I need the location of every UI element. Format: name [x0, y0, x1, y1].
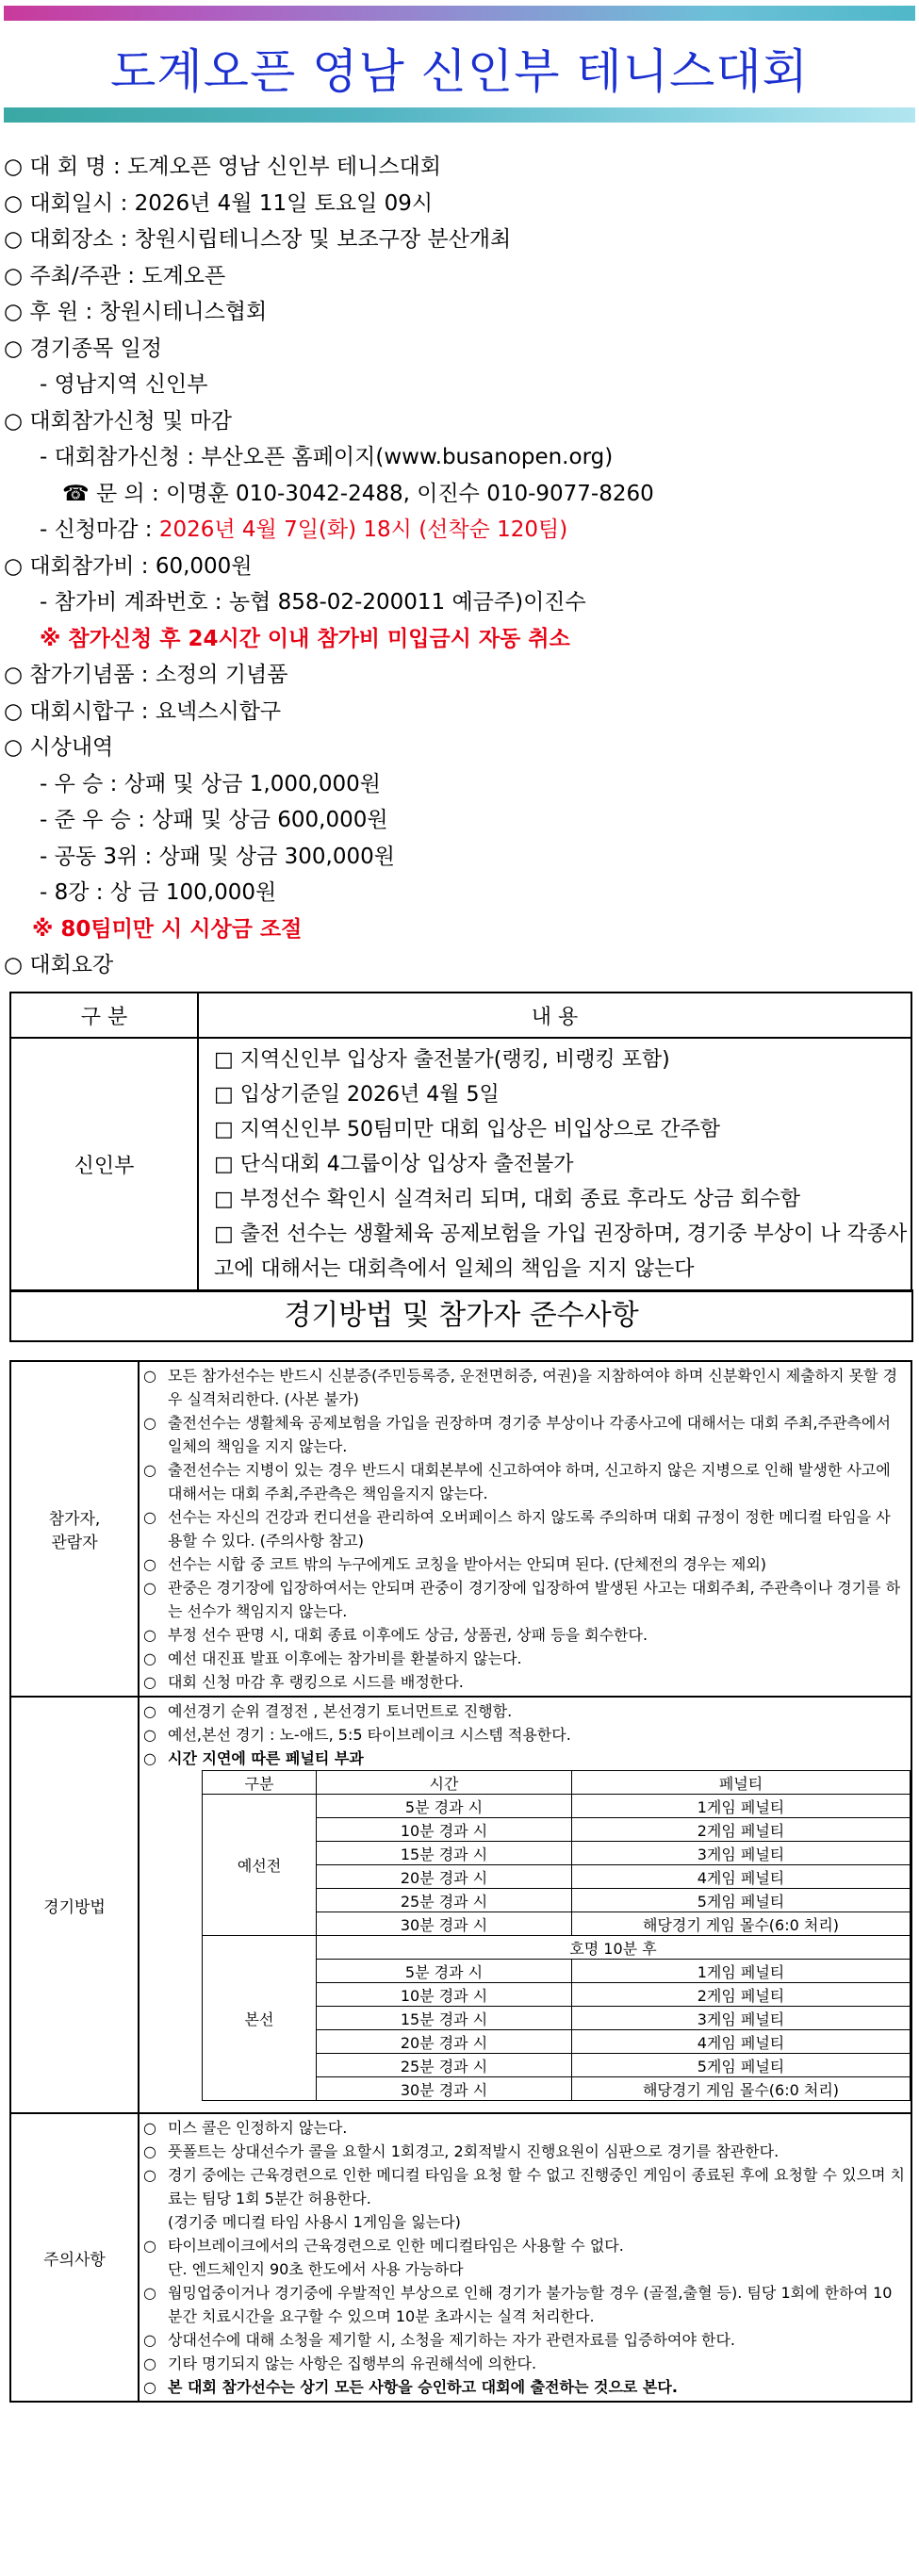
rules-col-content: 내 용: [198, 993, 911, 1038]
list-item: ○ 대회 신청 마감 후 랭킹으로 시드를 배정한다.: [143, 1673, 464, 1691]
method-category: 경기방법: [10, 1697, 139, 2113]
rules-category: 신인부: [10, 1038, 198, 1291]
caution-sub-note: (경기중 메디컬 타임 사용시 1게임을 잃는다): [168, 2213, 461, 2231]
info-deadline: - 신청마감 : 2026년 4월 7일(화) 18시 (선착순 120팀): [40, 517, 568, 542]
info-ball: ○ 대회시합구 : 요넥스시합구: [4, 698, 282, 724]
deadline-value: 2026년 4월 7일(화) 18시 (선착순 120팀): [158, 517, 568, 542]
list-item: ○ 상대선수에 대해 소청을 제기할 시, 소청을 제기하는 자가 관련자료를 입증하여야 한다.: [143, 2331, 735, 2349]
penalty-col-penalty: 페널티: [572, 1771, 911, 1795]
penalty-time: 15분 경과 시: [317, 2007, 572, 2030]
penalty-value: 5게임 페널티: [572, 1889, 911, 1912]
info-fee-warning: ※ 참가신청 후 24시간 이내 참가비 미입금시 자동 취소: [40, 626, 570, 651]
list-item: ○ 모든 참가선수는 반드시 신분증(주민등록증, 운전면허증, 여권)을 지참하여야 하며 신분확인시 제출하지 못할 경우 실격처리한다. (사본 불가): [143, 1367, 898, 1408]
penalty-value: 1게임 페널티: [572, 1960, 911, 1983]
cautions-category: 주의사항: [10, 2113, 139, 2402]
info-contact: ☎ 문 의 : 이명훈 010-3042-2488, 이진수 010-9077-8260: [62, 481, 654, 506]
penalty-value: 4게임 페널티: [572, 2030, 911, 2054]
list-item: ○ 본 대회 참가선수는 상기 모든 사항을 승인하고 대회에 출전하는 것으로 본다.: [143, 2378, 678, 2396]
tournament-info: [4, 149, 909, 984]
rules-col-category: 구 분: [10, 993, 198, 1038]
list-item: ○ 기타 명기되지 않는 사항은 집행부의 유권해석에 의한다.: [143, 2354, 537, 2372]
rule-item: □ 지역신인부 50팀미만 대회 입상은 비입상으로 간주함: [214, 1118, 721, 1141]
penalty-value: 2게임 페널티: [572, 1983, 911, 2007]
penalty-time: 5분 경과 시: [317, 1960, 572, 1983]
info-rules-head: ○ 대회요강: [4, 953, 114, 977]
info-gift: ○ 참가기념품 : 소정의 기념품: [4, 663, 288, 687]
penalty-heading: ○ 시간 지연에 따른 페널티 부과: [143, 1749, 364, 1767]
prize-runner-up: - 준 우 승 : 상패 및 상금 600,000원: [40, 808, 388, 832]
penalty-value: 해당경기 게임 몰수(6:0 처리): [572, 2077, 911, 2101]
list-item: ○ 예선경기 순위 결정전 , 본선경기 토너먼트로 진행함.: [143, 1702, 513, 1720]
penalty-col-group: 구분: [203, 1771, 317, 1795]
section2-title: 경기방법 및 참가자 준수사항: [9, 1289, 913, 1342]
prize-winner: - 우 승 : 상패 및 상금 1,000,000원: [40, 771, 382, 796]
penalty-table: [202, 1770, 911, 2101]
list-item: ○ 관중은 경기장에 입장하여서는 안되며 관중이 경기장에 입장하여 발생된 사고는 대회주최, 주관측이나 경기를 하는 선수가 책임지지 않는다.: [143, 1579, 901, 1620]
method-table: [9, 1360, 912, 2403]
penalty-time: 25분 경과 시: [317, 1889, 572, 1912]
list-item: ○ 출전선수는 지병이 있는 경우 반드시 대회본부에 신고하여야 하며, 신고하지 않은 지병으로 인해 발생한 사고에 대해서는 대회 주최,주관측은 책임을지지 않는다.: [143, 1461, 891, 1502]
list-item: ○ 예선,본선 경기 : 노-애드, 5:5 타이브레이크 시스템 적용한다.: [143, 1726, 571, 1744]
info-sponsor: ○ 후 원 : 창원시테니스협회: [4, 300, 268, 324]
penalty-time: 25분 경과 시: [317, 2054, 572, 2077]
penalty-time: 20분 경과 시: [317, 2030, 572, 2054]
info-fee-head: ○ 대회참가비 : 60,000원: [4, 553, 253, 579]
telephone-icon: ☎: [62, 481, 96, 506]
penalty-time: 10분 경과 시: [317, 1983, 572, 2007]
penalty-col-time: 시간: [317, 1771, 572, 1795]
penalty-value: 2게임 페널티: [572, 1818, 911, 1842]
info-apply-head: ○ 대회참가신청 및 마감: [4, 408, 232, 434]
rules-content: [198, 1038, 911, 1291]
list-item: ○ 웜밍업중이거나 경기중에 우발적인 부상으로 인해 경기가 불가능할 경우 (골절,출혈 등). 팀당 1회에 한하여 10분간 치료시간을 요구할 수 있으며 10분 초과시는 실격 처리한다.: [143, 2284, 893, 2325]
rule-item: □ 입상기준일 2026년 4월 5일: [214, 1083, 500, 1107]
penalty-group-main: 본선: [203, 1936, 317, 2101]
penalty-value: 5게임 페널티: [572, 2054, 911, 2077]
info-fee-account: - 참가비 계좌번호 : 농협 858-02-200011 예금주)이진수: [40, 590, 586, 615]
prize-third: - 공동 3위 : 상패 및 상금 300,000원: [40, 844, 395, 869]
list-item: ○ 선수는 시합 중 코트 밖의 누구에게도 코칭을 받아서는 안되며 된다. (단체전의 경우는 제외): [143, 1555, 767, 1573]
info-apply-method: - 대회참가신청 : 부산오픈 홈페이지(www.busanopen.org): [40, 445, 614, 469]
penalty-main-note: 호명 10분 후: [317, 1936, 911, 1960]
info-host: ○ 주최/주관 : 도계오픈: [4, 263, 226, 288]
penalty-value: 1게임 페널티: [572, 1795, 911, 1818]
info-events-item: - 영남지역 신인부: [40, 372, 208, 397]
rules-table: [9, 992, 912, 1292]
prize-note: ※ 80팀미만 시 시상금 조절: [32, 916, 303, 942]
penalty-time: 10분 경과 시: [317, 1818, 572, 1842]
title-underline-bar: [4, 107, 915, 123]
info-events-head: ○ 경기종목 일정: [4, 336, 162, 361]
penalty-time: 30분 경과 시: [317, 2077, 572, 2101]
list-item: ○ 경기 중에는 근육경련으로 인한 메디컬 타임을 요청 할 수 없고 진행중인 게임이 종료된 후에 요청할 수 있으며 치료는 팀당 1회 5분간 허용한다.: [143, 2166, 905, 2207]
penalty-value: 4게임 페널티: [572, 1865, 911, 1889]
list-item: ○ 예선 대진표 발표 이후에는 참가비를 환불하지 않는다.: [143, 1649, 522, 1667]
penalty-value: 3게임 페널티: [572, 1842, 911, 1865]
penalty-group-prelim: 예선전: [203, 1795, 317, 1936]
info-name: ○ 대 회 명 : 도계오픈 영남 신인부 테니스대회: [4, 155, 442, 179]
page-title: 도계오픈 영남 신인부 테니스대회: [110, 44, 809, 99]
list-item: ○ 미스 콜은 인정하지 않는다.: [143, 2119, 348, 2137]
method-content: [139, 1697, 911, 2113]
rule-item: □ 지역신인부 입상자 출전불가(랭킹, 비랭킹 포함): [214, 1048, 670, 1072]
cautions-content: [139, 2113, 911, 2402]
prize-quarter: - 8강 : 상 금 100,000원: [40, 880, 277, 905]
info-date: ○ 대회일시 : 2026년 4월 11일 토요일 09시: [4, 190, 434, 216]
penalty-value: 해당경기 게임 몰수(6:0 처리): [572, 1912, 911, 1936]
participants-category: 참가자, 관람자: [10, 1361, 139, 1697]
info-venue: ○ 대회장소 : 창원시립테니스장 및 보조구장 분산개최: [4, 227, 512, 252]
list-item: ○ 풋폴트는 상대선수가 콜을 요할시 1회경고, 2회적발시 진행요원이 심판으로 경기를 참관한다.: [143, 2142, 780, 2160]
list-item: ○ 선수는 자신의 건강과 컨디션을 관리하여 오버페이스 하지 않도록 주의하며 대회 규정이 정한 메디컬 타임을 사용할 수 있다. (주의사항 참고): [143, 1508, 891, 1550]
rule-item: □ 부정선수 확인시 실격처리 되며, 대회 종료 후라도 상금 회수함: [214, 1188, 801, 1211]
penalty-value: 3게임 페널티: [572, 2007, 911, 2030]
info-prize-head: ○ 시상내역: [4, 735, 114, 760]
top-gradient-bar: [4, 6, 915, 21]
penalty-time: 20분 경과 시: [317, 1865, 572, 1889]
rule-item: □ 출전 선수는 생활체육 공제보험을 가입 권장하며, 경기중 부상이 나 각종사고에 대해서는 대회측에서 일체의 책임을 지지 않는다: [214, 1222, 908, 1281]
list-item: ○ 부정 선수 판명 시, 대회 종료 이후에도 상금, 상품권, 상패 등을 회수한다.: [143, 1626, 648, 1644]
rule-item: □ 단식대회 4그룹이상 입상자 출전불가: [214, 1153, 574, 1176]
penalty-time: 15분 경과 시: [317, 1842, 572, 1865]
list-item: ○ 타이브레이크에서의 근육경련으로 인한 메디컬타임은 사용할 수 없다.: [143, 2237, 624, 2255]
list-item: ○ 출전선수는 생활체육 공제보험을 가입을 권장하며 경기중 부상이나 각종사고에 대해서는 대회 주최,주관측에서 일체의 책임을 지지 않는다.: [143, 1414, 891, 1455]
participants-content: [139, 1361, 911, 1697]
penalty-time: 30분 경과 시: [317, 1912, 572, 1936]
penalty-time: 5분 경과 시: [317, 1795, 572, 1818]
caution-sub-note: 단. 엔드체인지 90초 한도에서 사용 가능하다: [168, 2260, 464, 2278]
